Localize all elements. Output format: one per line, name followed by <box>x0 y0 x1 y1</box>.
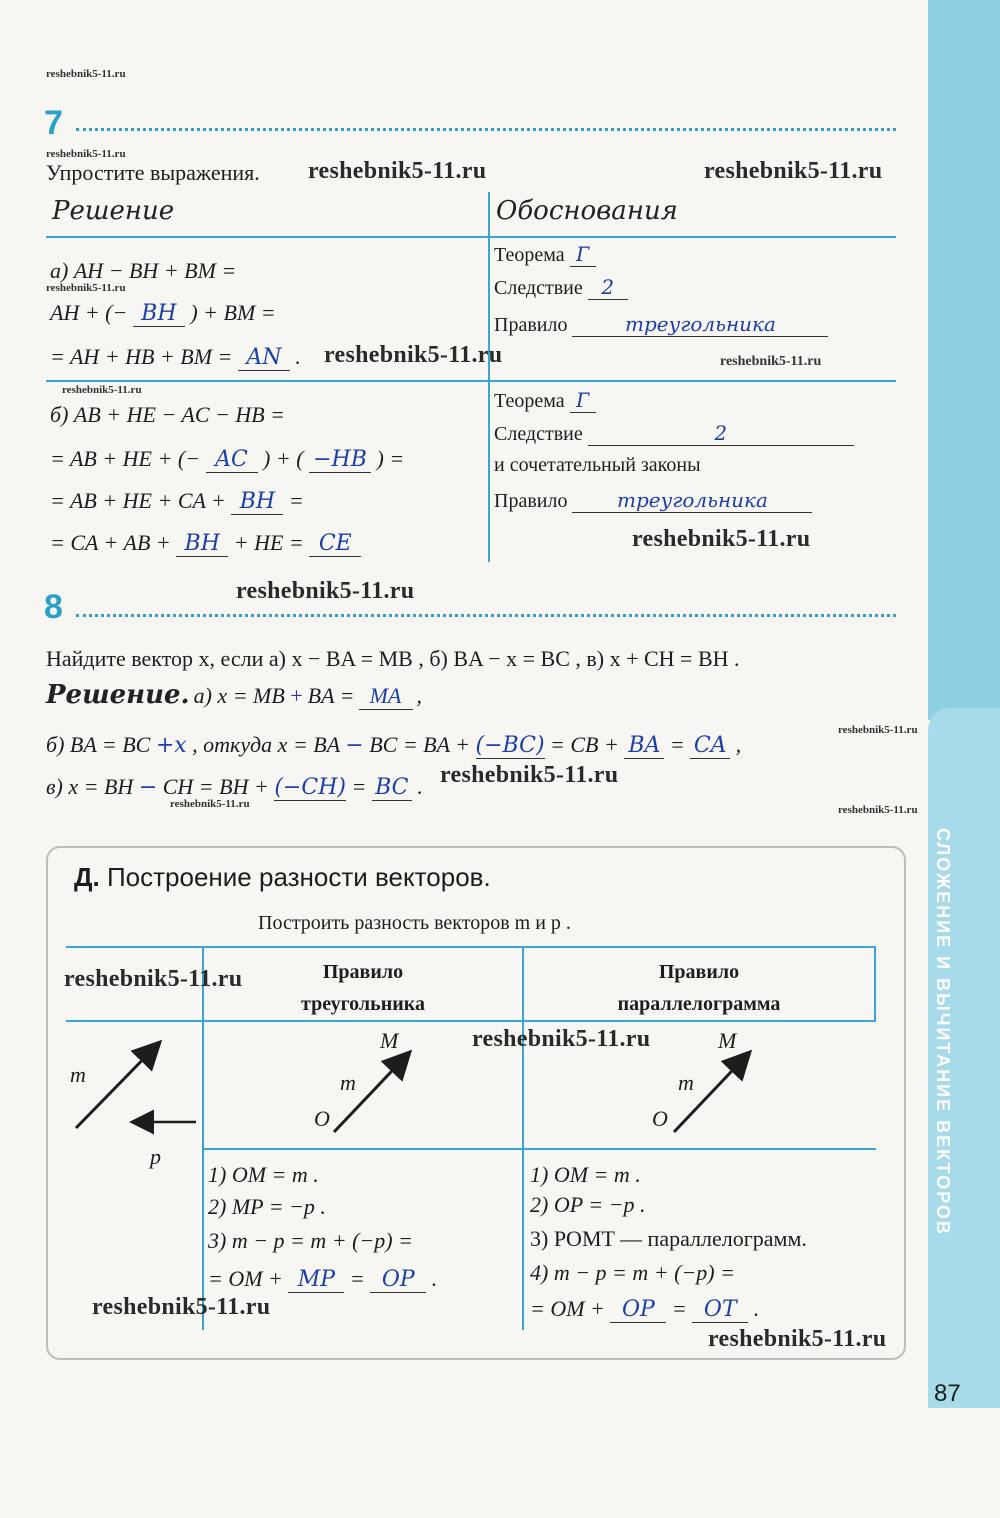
ex7a-rule <box>494 312 828 337</box>
theorem-value: Г <box>570 242 596 267</box>
solution-header: Решение <box>52 196 175 226</box>
ex8b-answer2: BA <box>624 733 664 759</box>
ex7a-line2-answer: BH <box>133 301 185 327</box>
ex7a-line2 <box>50 300 276 327</box>
ex8b-post: , <box>735 732 742 757</box>
par-step-5-mid: = <box>671 1296 687 1321</box>
tri-step-4-answer1: MP <box>288 1267 344 1293</box>
theorem-value: Г <box>570 388 596 413</box>
sidebar-section-label: СЛОЖЕНИЕ И ВЫЧИТАНИЕ ВЕКТОРОВ <box>933 828 953 1236</box>
table-rule <box>46 380 896 382</box>
ex7a-line1: а) AH − BH + BM = <box>50 258 237 283</box>
triangle-rule-figure <box>320 1040 430 1140</box>
ex7b-laws: и сочетательный законы <box>494 454 701 476</box>
label-O: O <box>652 1106 668 1131</box>
given-vectors-figure <box>66 1024 202 1184</box>
par-col-title <box>524 956 874 1020</box>
table-divider <box>874 946 876 1022</box>
exercise-8-task: Найдите вектор x, если а) x − BA = MB , б) BA − x = BC , в) x + CH = BH . <box>46 646 740 671</box>
tri-step-4-post: . <box>431 1266 438 1291</box>
label-m: m <box>70 1062 86 1087</box>
par-step-5-pre: = OM + <box>530 1296 605 1321</box>
label-p: p <box>150 1144 161 1169</box>
par-col-title-2: параллелограмма <box>617 993 781 1015</box>
tri-col-title <box>204 956 522 1020</box>
tri-col-title-1: Правило <box>322 961 404 983</box>
par-step-4: 4) m − p = m + (−p) = <box>530 1260 735 1285</box>
ex7b-line2-pre: = AB + HE + (− <box>50 446 201 471</box>
ex8b-op: +x <box>155 733 187 758</box>
par-step-5-post: . <box>753 1296 760 1321</box>
watermark-large: reshebnik5-11.ru <box>704 158 883 184</box>
section-d-title: Построение разности векторов. <box>106 862 491 892</box>
ex7b-line2-mid: ) + ( <box>263 446 304 471</box>
ex8b-answer3: CA <box>690 733 730 759</box>
ex7b-line1: б) AB + HE − AC − HB = <box>50 402 286 427</box>
theorem-label: Теорема <box>494 390 565 412</box>
watermark-large: reshebnik5-11.ru <box>64 966 243 992</box>
ex7b-line3-pre: = AB + HE + CA + <box>50 488 226 513</box>
watermark-large: reshebnik5-11.ru <box>236 578 415 604</box>
section-d-letter: Д. <box>74 862 100 892</box>
ex8b-pre: б) BA = BC <box>46 732 151 757</box>
ex8a-mid: BA = <box>307 683 355 708</box>
corollary-value: 2 <box>588 421 854 446</box>
ex7b-corollary <box>494 421 854 446</box>
tri-step-4 <box>208 1266 437 1293</box>
ex7a-line3-answer: AN <box>238 345 290 371</box>
parallelogram-rule-figure <box>660 1040 770 1140</box>
watermark-small: reshebnik5-11.ru <box>46 282 126 294</box>
ex8c-mid1: CH = BH + <box>162 774 269 799</box>
watermark-small: reshebnik5-11.ru <box>62 384 142 396</box>
par-step-5 <box>530 1296 759 1323</box>
tri-step-3: 3) m − p = m + (−p) = <box>208 1228 413 1253</box>
exercise-7-number: 7 <box>44 104 63 142</box>
ex7b-rule <box>494 488 812 513</box>
ex8b-mid1: , откуда x = BA <box>192 732 340 757</box>
ex7b-line3-post: = <box>288 488 304 513</box>
ex7b-line2 <box>50 446 404 473</box>
ex7b-line4-answer1: BH <box>176 531 228 557</box>
watermark-small: reshebnik5-11.ru <box>838 724 918 736</box>
tri-step-4-mid: = <box>349 1266 365 1291</box>
ex7b-line4 <box>50 530 361 557</box>
watermark-small: reshebnik5-11.ru <box>46 68 126 80</box>
ex8-solution-c <box>46 774 423 801</box>
watermark-large: reshebnik5-11.ru <box>324 342 503 368</box>
corollary-label: Следствие <box>494 277 583 299</box>
ex8-solution-b <box>46 732 741 759</box>
watermark-small: reshebnik5-11.ru <box>46 148 126 160</box>
ex8c-answer2: BC <box>372 775 412 801</box>
tri-col-title-2: треугольника <box>301 993 425 1015</box>
ex7b-line4-answer2: CE <box>309 531 361 557</box>
ex7b-line3 <box>50 488 304 515</box>
ex7b-line3-answer: BH <box>231 489 283 515</box>
ex7b-theorem <box>494 388 596 413</box>
watermark-large: reshebnik5-11.ru <box>92 1294 271 1320</box>
par-step-5-answer2: OT <box>692 1297 748 1323</box>
ex8b-op2: − <box>345 733 364 758</box>
ex7a-line3-pre: = AH + HB + BM = <box>50 344 233 369</box>
par-step-5-answer1: OP <box>610 1297 666 1323</box>
tri-step-4-pre: = OM + <box>208 1266 283 1291</box>
rule-value: треугольника <box>572 312 828 337</box>
ex8c-post: . <box>417 774 423 799</box>
watermark-large: reshebnik5-11.ru <box>472 1026 651 1052</box>
ex8b-mid2: BC = BA + <box>369 732 471 757</box>
table-divider <box>488 192 490 562</box>
theorem-label: Теорема <box>494 244 565 266</box>
corollary-value: 2 <box>588 275 628 300</box>
label-O: O <box>314 1106 330 1131</box>
watermark-small: reshebnik5-11.ru <box>838 804 918 816</box>
ex8b-answer1: (−BC) <box>475 733 545 758</box>
section-d-subtitle: Построить разность векторов m и p . <box>258 912 571 934</box>
ex7a-line2-post: ) + BM = <box>190 300 276 325</box>
ex8c-pre: в) x = BH <box>46 774 134 799</box>
tri-step-4-answer2: OP <box>370 1267 426 1293</box>
reason-header: Обоснования <box>496 196 678 226</box>
dotted-rule <box>76 614 896 617</box>
ex7b-line2-answer2: −HB <box>309 447 371 473</box>
tri-step-1: 1) OM = m . <box>208 1162 319 1187</box>
ex8-solution-a <box>46 680 422 710</box>
label-M: M <box>380 1028 399 1053</box>
rule-value: треугольника <box>572 488 812 513</box>
dotted-rule <box>76 128 896 131</box>
par-step-2: 2) OP = −p . <box>530 1192 646 1217</box>
ex7a-line3-post: . <box>295 344 301 369</box>
watermark-large: reshebnik5-11.ru <box>308 158 487 184</box>
watermark-large: reshebnik5-11.ru <box>440 762 619 788</box>
par-step-3: 3) POMT — параллелограмм. <box>530 1226 807 1251</box>
table-rule <box>66 1020 876 1022</box>
ex8a-answer: MA <box>359 683 413 710</box>
table-rule <box>202 1148 876 1150</box>
watermark-small: reshebnik5-11.ru <box>720 354 822 369</box>
par-step-1: 1) OM = m . <box>530 1162 641 1187</box>
ex7b-line4-mid: + HE = <box>233 530 304 555</box>
sidebar-band <box>928 0 1000 720</box>
rule-label: Правило <box>494 314 568 336</box>
watermark-large: reshebnik5-11.ru <box>708 1326 887 1352</box>
section-d-heading <box>74 862 491 893</box>
table-rule <box>66 946 876 948</box>
ex8b-mid4: = <box>669 732 685 757</box>
label-m: m <box>678 1070 694 1095</box>
ex8a-pre: а) x = MB <box>193 683 285 708</box>
ex7b-line4-pre: = CA + AB + <box>50 530 171 555</box>
ex7a-theorem <box>494 242 596 267</box>
ex8c-answer1: (−CH) <box>274 775 346 800</box>
watermark-small: reshebnik5-11.ru <box>170 798 250 810</box>
ex7a-line3 <box>50 344 301 371</box>
ex7a-line2-pre: AH + (− <box>50 300 128 325</box>
corollary-label: Следствие <box>494 423 583 445</box>
ex8b-mid3: = CB + <box>550 732 619 757</box>
label-M: M <box>718 1028 737 1053</box>
exercise-8-number: 8 <box>44 588 63 626</box>
par-col-title-1: Правило <box>658 961 740 983</box>
ex7b-line2-answer1: AC <box>206 447 258 473</box>
vector-m-arrow <box>76 1044 158 1128</box>
ex8c-mid2: = <box>351 774 367 799</box>
ex8a-post: , <box>416 683 422 708</box>
ex7b-line2-post: ) = <box>376 446 405 471</box>
page-number: 87 <box>934 1380 961 1407</box>
ex7a-corollary <box>494 275 628 300</box>
watermark-large: reshebnik5-11.ru <box>632 526 811 552</box>
rule-label: Правило <box>494 490 568 512</box>
ex8c-op: − <box>138 775 158 800</box>
ex8a-op: + <box>288 683 304 708</box>
table-rule <box>46 236 896 238</box>
solution-label: Решение. <box>46 680 190 710</box>
tri-step-2: 2) MP = −p . <box>208 1194 326 1219</box>
exercise-7-task: Упростите выражения. <box>46 160 260 185</box>
label-m: m <box>340 1070 356 1095</box>
